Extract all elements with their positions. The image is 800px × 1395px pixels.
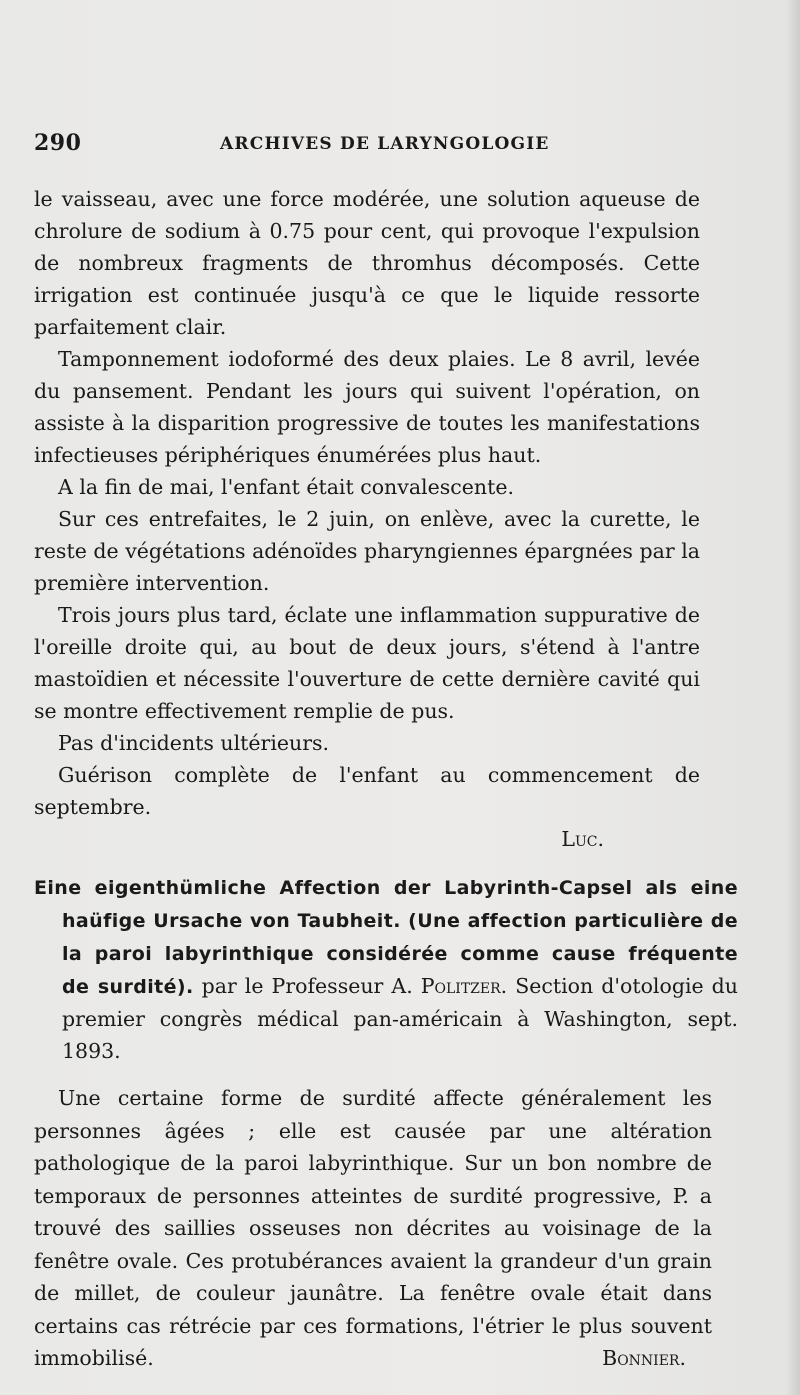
article-by: par le Professeur A. bbox=[193, 974, 421, 998]
article-citation bbox=[34, 871, 738, 1067]
paragraph-7: Guérison complète de l'enfant au commencement de septembre. bbox=[34, 763, 700, 819]
paragraph-2: Tamponnement iodoformé des deux plaies. Le 8 avril, levée du pansement. Pendant les jours qui suivent l'opération, on assiste à la disparition progressive de toutes les manifestations infectieuses périphériques énumérées plus haut. bbox=[34, 347, 700, 467]
article-author: Politzer bbox=[420, 974, 501, 998]
article-source: . Section d'otologie du premier congrès médical pan-américain à Washington, sept. 1893. bbox=[62, 974, 738, 1063]
page-number: 290 bbox=[34, 130, 82, 156]
author-signature-luc: Luc. bbox=[561, 827, 604, 851]
article-title: Eine eigenthümliche Affection der Labyrinth-Capsel als eine haüfige Ursache von Taubheit. (Une affection particulière de la paroi labyrinthique considérée comme cause fréquente de surdité). bbox=[34, 877, 738, 998]
paragraph-1: le vaisseau, avec une force modérée, une solution aqueuse de chrolure de sodium à 0.75 pour cent, qui provoque l'expulsion de nombreux fragments de thromhus décomposés. Cette irrigation est continuée jusqu'à ce que le liquide ressorte parfaitement clair. bbox=[34, 187, 700, 339]
paragraph-4: Sur ces entrefaites, le 2 juin, on enlève, avec la curette, le reste de végétations adénoïdes pharyngiennes épargnées par la première intervention. bbox=[34, 507, 700, 595]
case-report-text bbox=[34, 183, 700, 855]
page-header bbox=[34, 130, 714, 160]
paragraph-6: Pas d'incidents ultérieurs. bbox=[58, 731, 330, 755]
paragraph-3: A la fin de mai, l'enfant était convalescente. bbox=[58, 475, 514, 499]
paragraph-5: Trois jours plus tard, éclate une inflammation suppurative de l'oreille droite qui, au bout de deux jours, s'étend à l'antre mastoïdien et nécessite l'ouverture de cette dernière cavité qui se montre effectivement remplie de pus. bbox=[34, 603, 700, 723]
abstract-paragraph: Une certaine forme de surdité affecte généralement les personnes âgées ; elle est causée par une altération pathologique de la paroi labyrinthique. Sur un bon nombre de temporaux de personnes atteintes de surdité progressive, P. a trouvé des saillies osseuses non décrites au voisinage de la fenêtre ovale. Ces protubérances avaient la grandeur d'un grain de millet, de couleur jaunâtre. La fenêtre ovale était dans certains cas rétrécie par ces formations, l'étrier le plus souvent immobilisé. bbox=[34, 1086, 712, 1370]
running-title: ARCHIVES DE LARYNGOLOGIE bbox=[220, 134, 550, 154]
abstract-text bbox=[34, 1082, 712, 1375]
page-edge-shadow bbox=[786, 0, 800, 1395]
author-signature-bonnier: Bonnier. bbox=[602, 1346, 686, 1370]
